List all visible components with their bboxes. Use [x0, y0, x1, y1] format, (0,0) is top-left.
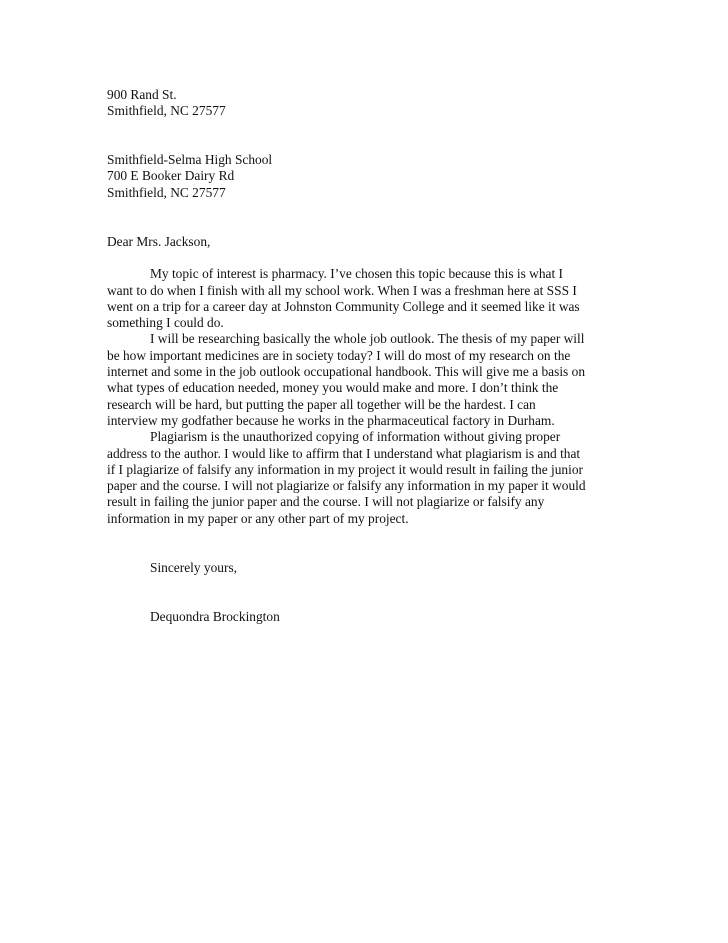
recipient-address [107, 152, 627, 201]
spacer [107, 201, 627, 234]
paragraph-line: My topic of interest is pharmacy. I’ve chosen this topic because this is what I [150, 266, 564, 282]
paragraph-line: went on a trip for a career day at Johnston Community College and it seemed like it was [107, 298, 580, 314]
recipient-address-line: Smithfield-Selma High School [107, 152, 273, 168]
sender-address-line: Smithfield, NC 27577 [107, 103, 226, 119]
closing-text: Sincerely yours, [150, 559, 238, 575]
paragraph-line: interview my godfather because he works in the pharmaceutical factory in Durham. [107, 412, 555, 428]
paragraph-line: I will be researching basically the whole job outlook. The thesis of my paper will [150, 331, 585, 347]
paragraph-line: result in failing the junior paper and the course. I will not plagiarize or falsify any [107, 494, 545, 510]
sender-address-line: 900 Rand St. [107, 87, 177, 102]
closing [107, 560, 627, 576]
paragraph-line: be how important medicines are in society today? I will do most of my research on the [107, 347, 571, 363]
recipient-address-line: Smithfield, NC 27577 [107, 184, 226, 200]
body-paragraph-topic [107, 266, 627, 331]
paragraph-line: internet and some in the job outlook occupational handbook. This will give me a basis on [107, 364, 586, 380]
body-paragraph-plagiarism [107, 429, 627, 527]
paragraph-line: address to the author. I would like to affirm that I understand what plagiarism is and that [107, 445, 581, 461]
body-paragraph-research [107, 331, 627, 429]
salutation [107, 234, 627, 250]
salutation-text: Dear Mrs. Jackson, [107, 233, 211, 249]
recipient-address-line: 700 E Booker Dairy Rd [107, 168, 235, 184]
letter-page [107, 87, 627, 625]
spacer [107, 120, 627, 153]
paragraph-line: Plagiarism is the unauthorized copying of information without giving proper [150, 429, 561, 445]
paragraph-line: if I plagiarize of falsify any information in my project it would result in failing the junior [107, 461, 583, 477]
sender-address [107, 87, 627, 120]
spacer [107, 527, 627, 560]
paragraph-line: what types of education needed, money you would make and more. I don’t think the [107, 380, 559, 396]
spacer [107, 576, 627, 609]
paragraph-line: something I could do. [107, 315, 224, 331]
signature [107, 609, 627, 625]
signature-name: Dequondra Brockington [150, 608, 280, 624]
spacer [107, 250, 627, 266]
paragraph-line: paper and the course. I will not plagiarize or falsify any information in my paper it would [107, 478, 586, 494]
paragraph-line: research will be hard, but putting the paper all together will be the hardest. I can [107, 396, 536, 412]
paragraph-line: information in my paper or any other part of my project. [107, 510, 409, 526]
paragraph-line: want to do when I finish with all my school work. When I was a freshman here at SSS I [107, 282, 577, 298]
